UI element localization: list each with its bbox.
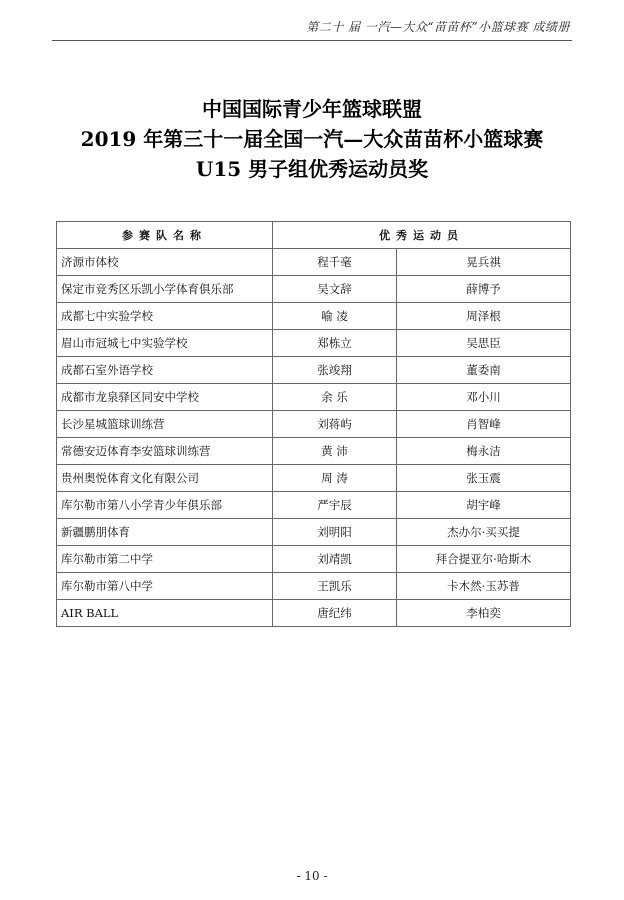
- table-body: [57, 249, 571, 627]
- team-cell: 成都市龙泉驿区同安中学校: [57, 384, 273, 411]
- team-cell: 保定市竞秀区乐凯小学体育俱乐部: [57, 276, 273, 303]
- player-cell: 张竣翔: [273, 357, 397, 384]
- column-header-team: 参赛队名称: [57, 222, 273, 249]
- running-header: 第二十 届 一汽—大众“苗苗杯”小篮球赛 成绩册: [306, 20, 570, 34]
- player-cell: 杰办尔·买买提: [397, 519, 571, 546]
- player-cell: 晃兵祺: [397, 249, 571, 276]
- document-title: [0, 94, 624, 184]
- table-row: [57, 600, 571, 627]
- player-cell: 吴文辞: [273, 276, 397, 303]
- player-cell: 董委南: [397, 357, 571, 384]
- column-header-players: 优秀运动员: [273, 222, 571, 249]
- team-cell: 长沙星城篮球训练营: [57, 411, 273, 438]
- team-cell: 眉山市冠城七中实验学校: [57, 330, 273, 357]
- title-award: U15 男子组优秀运动员奖: [195, 157, 429, 181]
- player-cell: 胡宇峰: [397, 492, 571, 519]
- player-cell: 刘明阳: [273, 519, 397, 546]
- table-header-row: [57, 222, 571, 249]
- team-cell: 新疆鹏朋体育: [57, 519, 273, 546]
- team-cell: 成都石室外语学校: [57, 357, 273, 384]
- table-row: [57, 465, 571, 492]
- table-row: [57, 492, 571, 519]
- table-row: [57, 357, 571, 384]
- player-cell: 卡木然·玉苏普: [397, 573, 571, 600]
- player-cell: 唐纪纬: [273, 600, 397, 627]
- team-cell: 贵州奥悦体育文化有限公司: [57, 465, 273, 492]
- player-cell: 喻 凌: [273, 303, 397, 330]
- player-cell: 刘靖凯: [273, 546, 397, 573]
- team-cell: 成都七中实验学校: [57, 303, 273, 330]
- table-row: [57, 411, 571, 438]
- team-cell: 常德安迈体育李安篮球训练营: [57, 438, 273, 465]
- player-cell: 刘蒋屿: [273, 411, 397, 438]
- player-cell: 梅永洁: [397, 438, 571, 465]
- table-row: [57, 438, 571, 465]
- table-row: [57, 303, 571, 330]
- player-cell: 薛博予: [397, 276, 571, 303]
- player-cell: 邓小川: [397, 384, 571, 411]
- table-row: [57, 276, 571, 303]
- player-cell: 拜合提亚尔·哈斯木: [397, 546, 571, 573]
- player-cell: 余 乐: [273, 384, 397, 411]
- title-event: 2019 年第三十一届全国一汽—大众苗苗杯小篮球赛: [80, 127, 544, 151]
- player-cell: 李柏奕: [397, 600, 571, 627]
- table-row: [57, 249, 571, 276]
- table-row: [57, 546, 571, 573]
- player-cell: 张玉震: [397, 465, 571, 492]
- table-row: [57, 384, 571, 411]
- player-cell: 肖智峰: [397, 411, 571, 438]
- player-cell: 王凯乐: [273, 573, 397, 600]
- player-cell: 周泽根: [397, 303, 571, 330]
- player-cell: 严宇辰: [273, 492, 397, 519]
- table-row: [57, 519, 571, 546]
- table-row: [57, 330, 571, 357]
- team-cell: 库尔勒市第八小学青少年俱乐部: [57, 492, 273, 519]
- player-cell: 程千毫: [273, 249, 397, 276]
- team-cell: AIR BALL: [57, 600, 273, 627]
- team-cell: 济源市体校: [57, 249, 273, 276]
- player-cell: 郑栋立: [273, 330, 397, 357]
- player-cell: 周 涛: [273, 465, 397, 492]
- page-number: - 10 -: [296, 869, 328, 883]
- player-cell: 黄 沛: [273, 438, 397, 465]
- team-cell: 库尔勒市第二中学: [57, 546, 273, 573]
- table-row: [57, 573, 571, 600]
- award-table: [56, 221, 571, 627]
- header-divider: [52, 40, 572, 41]
- title-organization: 中国国际青少年篮球联盟: [202, 97, 422, 121]
- player-cell: 吴思臣: [397, 330, 571, 357]
- team-cell: 库尔勒市第八中学: [57, 573, 273, 600]
